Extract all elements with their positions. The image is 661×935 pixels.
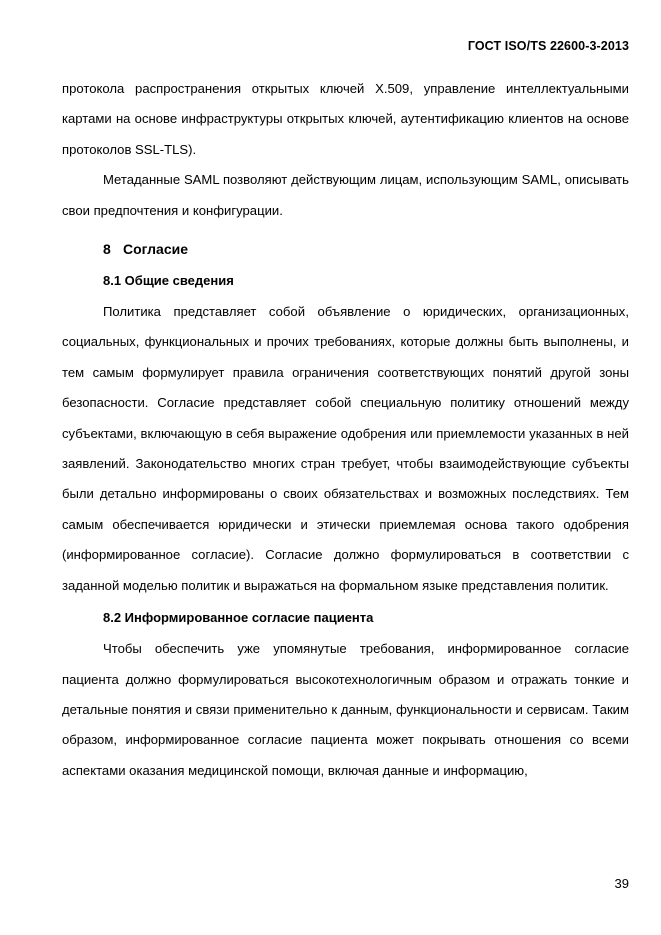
- page-number: 39: [614, 876, 629, 891]
- section-title: Согласие: [123, 241, 189, 258]
- paragraph-continuation: протокола распространения открытых ключей X.509, управление интеллектуальными картами на основе инфраструктуры открытых ключей, аутентификацию клиентов на основе протоколов SSL-TLS).: [62, 81, 629, 157]
- paragraph-policy: Политика представляет собой объявление о юридических, организационных, социальных, функциональных и прочих требованиях, которые должны быть выполнены, и тем самым формулирует правила ограничения соответствующих понятий другой зоны безопасности. Согласие представляет собой специальную политику отношений между субъектами, включающую в себя выражение одобрения или приемлемости указанных в ней заявлений. Законодательство многих стран требует, чтобы взаимодействующие субъекты были детально информированы о своих обязательствах и возможных последствиях. Тем самым обеспечивается юридически и этически приемлемая основа такого одобрения (информированное согласие). Согласие должно формулироваться в соответствии с заданной моделью политик и выражаться на формальном языке представления политик.: [62, 304, 629, 593]
- subsection-heading-general: 8.1 Общие сведения: [103, 273, 234, 289]
- section-heading: [62, 239, 629, 259]
- standard-header: ГОСТ ISO/TS 22600-3-2013: [467, 39, 629, 53]
- page-content: [62, 74, 629, 786]
- subsection-heading-informed-consent: 8.2 Информированное согласие пациента: [103, 610, 374, 626]
- section-number: 8: [103, 241, 111, 258]
- paragraph-saml-metadata: Метаданные SAML позволяют действующим лицам, использующим SAML, описывать свои предпочтения и конфигурации.: [62, 172, 629, 218]
- paragraph-informed-consent: Чтобы обеспечить уже упомянутые требования, информированное согласие пациента должно формулироваться высокотехнологичным образом и отражать тонкие и детальные понятия и связи применительно к данным, функциональности и сервисам. Таким образом, информированное согласие пациента может покрывать отношения со всеми аспектами оказания медицинской помощи, включая данные и информацию,: [62, 641, 629, 778]
